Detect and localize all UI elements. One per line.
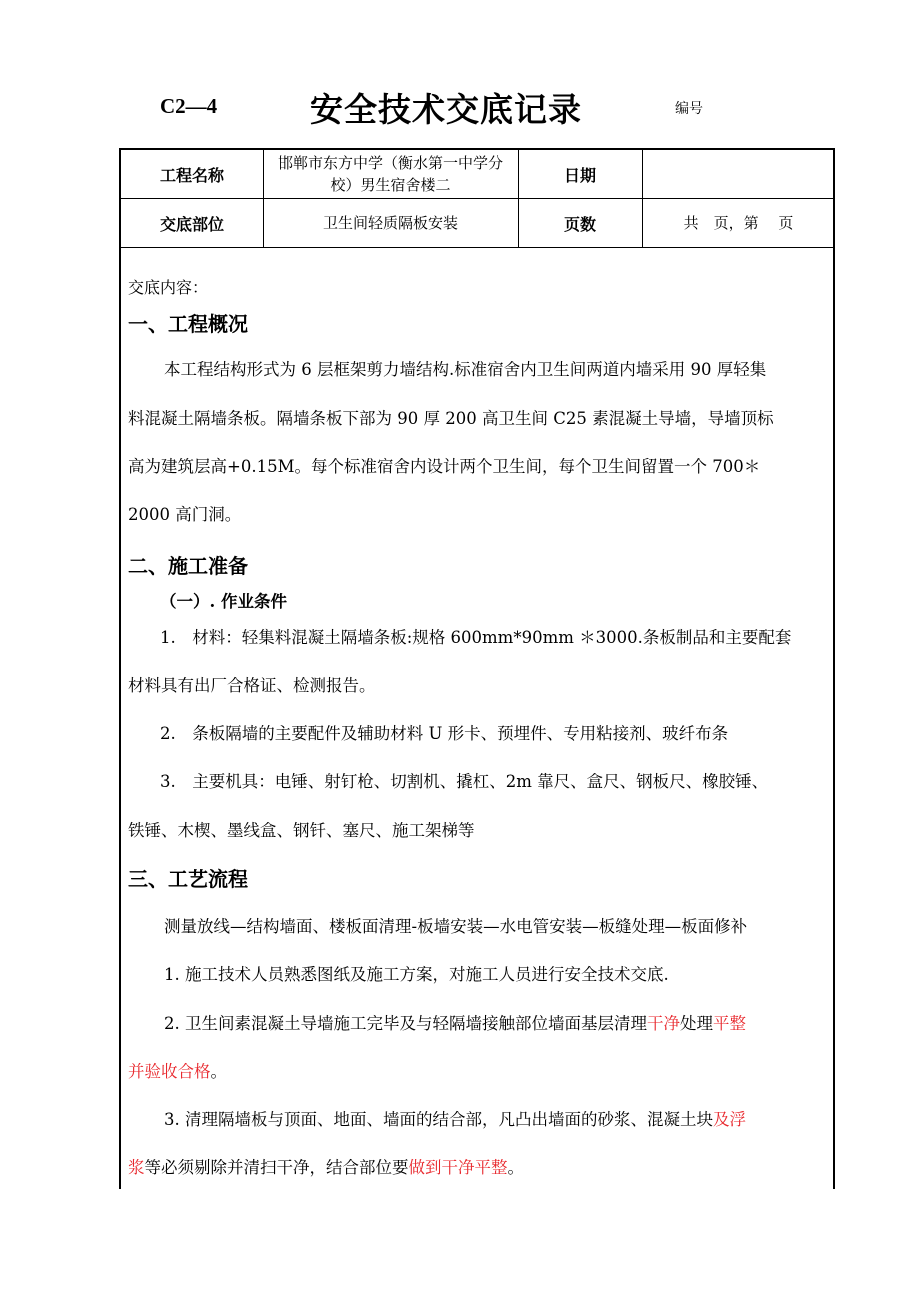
paragraph-line: 料混凝土隔墙条板。隔墙条板下部为 90 厚 200 高卫生间 C25 素混凝土导墙，导墙顶标 [128,409,774,428]
date-value [642,150,835,198]
list-item: 3. 主要机具：电锤、射钉枪、切割机、撬杠、2m 靠尺、盒尺、钢板尺、橡胶锤、 [160,772,769,791]
highlight-text: 平整 [713,1014,746,1033]
highlight-text: 并验收合格 [128,1062,211,1081]
section-title: 一、工程概况 [128,312,248,336]
text-run: 2. 卫生间素混凝土导墙施工完毕及与轻隔墙接触部位墙面基层清理 [164,1014,647,1033]
list-item [164,1106,864,1130]
highlight-text: 干净 [647,1014,680,1033]
highlight-text: 浆 [128,1158,145,1177]
date-label: 日期 [563,165,596,185]
process-flow: 测量放线—结构墙面、楼板面清理-板墙安装—水电管安装—板缝处理—板面修补 [164,917,748,936]
pages-value: 共 页，第 页 [683,214,794,232]
pages-label: 页数 [563,214,596,234]
paragraph-line: 高为建筑层高+0.15M。每个标准宿舍内设计两个卫生间，每个卫生间留置一个 700＊ [128,457,761,476]
project-name-label: 工程名称 [159,165,224,185]
text-run: 处理 [680,1014,713,1033]
part-label: 交底部位 [159,214,224,234]
section-title: 二、施工准备 [128,554,248,578]
intro-label: 交底内容： [128,278,209,297]
highlight-text: 及浮 [713,1110,746,1129]
text-run: 3. 清理隔墙板与顶面、地面、墙面的结合部，凡凸出墙面的砂浆、混凝土块 [164,1110,713,1129]
list-item: 1. 施工技术人员熟悉图纸及施工方案，对施工人员进行安全技术交底. [164,965,669,984]
paragraph-line: 本工程结构形式为 6 层框架剪力墙结构.标准宿舍内卫生间两道内墙采用 90 厚轻集 [164,360,767,379]
section-title: 三、工艺流程 [128,867,248,891]
paragraph-line [128,1058,828,1082]
page-title: 安全技术交底记录 [310,90,582,129]
list-item: 1. 材料：轻集料混凝土隔墙条板:规格 600mm*90mm ＊3000.条板制品和主要配套 [160,628,792,647]
text-run: 等必须剔除并清扫干净，结合部位要 [144,1158,409,1177]
paragraph-line [128,1154,828,1178]
paragraph-line: 材料具有出厂合格证、检测报告。 [128,676,376,695]
project-name-value: 邯郸市东方中学（衡水第一中学分校）男生宿舍楼二 [277,154,503,194]
number-label: 编号 [675,101,703,117]
part-value: 卫生间轻质隔板安装 [322,214,458,232]
form-code: C2—4 [160,94,218,118]
list-item [164,1010,864,1034]
list-item: 2. 条板隔墙的主要配件及辅助材料 U 形卡、预埋件、专用粘接剂、玻纤布条 [160,724,729,743]
section-subtitle: （一）. 作业条件 [160,592,287,611]
text-run: 。 [507,1158,524,1177]
table-bottom-border [121,247,833,248]
paragraph-line: 铁锤、木楔、墨线盒、钢钎、塞尺、施工架梯等 [128,821,475,840]
text-run: 。 [210,1062,227,1081]
highlight-text: 做到干净平整 [408,1158,508,1177]
paragraph-line: 2000 高门洞。 [128,505,242,524]
